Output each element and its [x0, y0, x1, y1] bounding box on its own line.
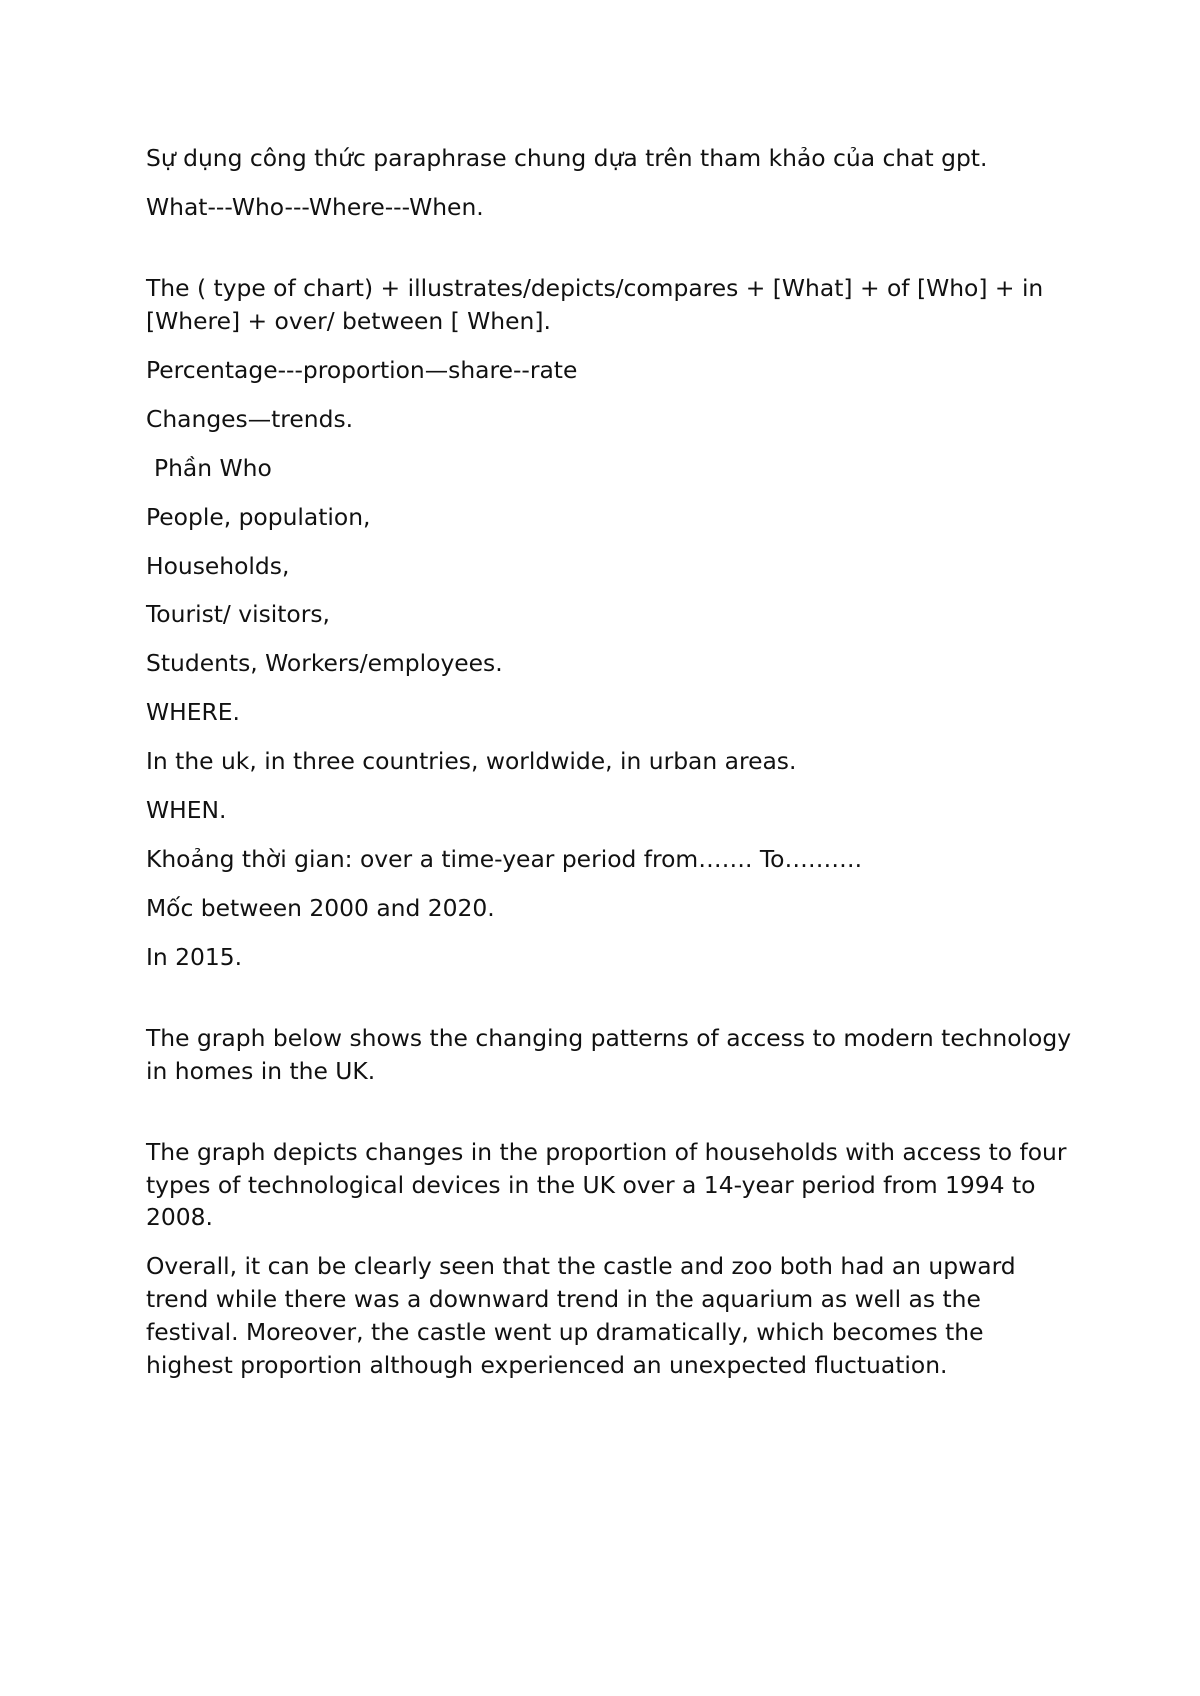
paragraph-formula-order: What---Who---Where---When. [146, 192, 484, 221]
paragraph-who-students: Students, Workers/employees. [146, 649, 503, 678]
paragraph-synonyms-changes: Changes—trends. [146, 404, 354, 433]
heading-when: WHEN. [146, 796, 227, 825]
paragraph-overview: Overall, it can be clearly seen that the castle and zoo both had an upward trend while there was a downward trend in the aquarium as well as the festival. Moreover, the castle went up dramatically, which becomes the highest proportion although experienced an unexpected fluctuation. [146, 1252, 1016, 1379]
paragraph-when-period: Khoảng thời gian: over a time-year period from……. To………. [146, 845, 863, 874]
heading-who: Phần Who [154, 453, 272, 482]
paragraph-synonyms-percentage: Percentage---proportion—share--rate [146, 355, 578, 384]
paragraph-introduction: The graph depicts changes in the proportion of households with access to four types of technological devices in the UK over a 14-year period from 1994 to 2008. [146, 1137, 1067, 1232]
paragraph-who-people: People, population, [146, 502, 371, 531]
heading-where: WHERE. [146, 698, 240, 727]
paragraph-where-examples: In the uk, in three countries, worldwide, in urban areas. [146, 747, 797, 776]
paragraph-formula: The ( type of chart) + illustrates/depicts/compares + [What] + of [Who] + in [Where] + over/ between [ When]. [146, 273, 1044, 335]
paragraph-who-tourists: Tourist/ visitors, [146, 600, 330, 629]
document-body [146, 142, 1076, 1382]
paragraph-when-milestone: Mốc between 2000 and 2020. [146, 894, 495, 923]
paragraph-task-prompt: The graph below shows the changing patterns of access to modern technology in homes in the UK. [146, 1024, 1072, 1085]
paragraph-who-households: Households, [146, 551, 290, 580]
paragraph-intro: Sự dụng công thức paraphrase chung dựa trên tham khảo của chat gpt. [146, 144, 988, 172]
paragraph-when-year: In 2015. [146, 943, 243, 972]
